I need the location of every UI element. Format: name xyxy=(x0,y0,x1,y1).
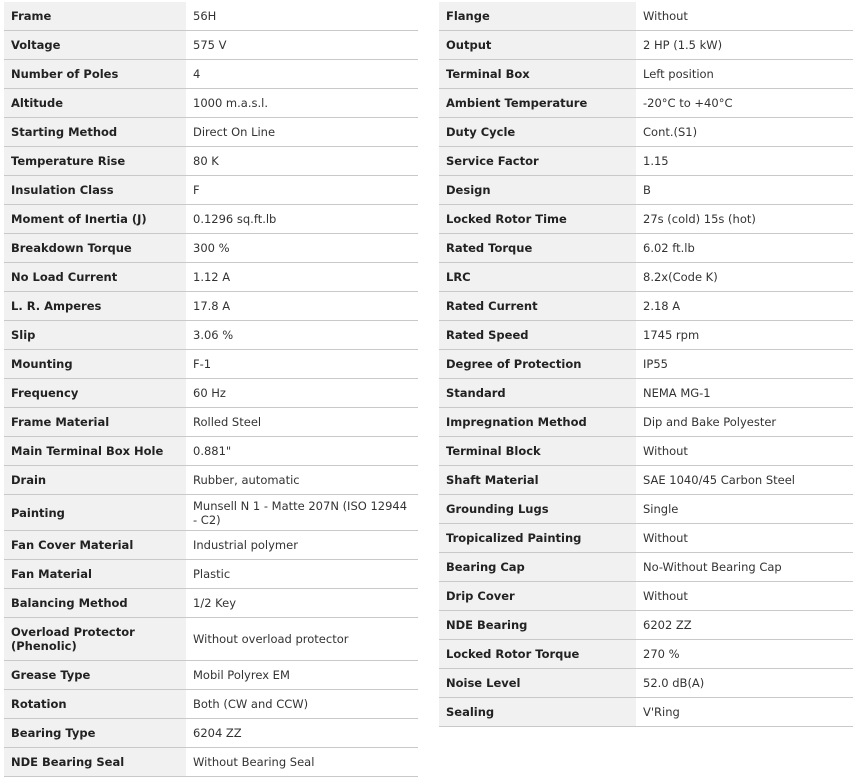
spec-value: 27s (cold) 15s (hot) xyxy=(643,212,756,226)
spec-value: 52.0 dB(A) xyxy=(643,676,705,690)
spec-label: Sealing xyxy=(439,698,636,726)
spec-row-locked-rotor-torque xyxy=(439,640,853,669)
spec-row-fan-material xyxy=(4,560,418,589)
spec-table-left xyxy=(4,2,418,777)
spec-label: Duty Cycle xyxy=(439,118,636,146)
spec-label: Locked Rotor Time xyxy=(439,205,636,233)
spec-row-balancing-method xyxy=(4,589,418,618)
spec-row-frequency xyxy=(4,379,418,408)
spec-label: Mounting xyxy=(4,350,186,378)
spec-row-slip xyxy=(4,321,418,350)
spec-label: L. R. Amperes xyxy=(4,292,186,320)
spec-label: Frame Material xyxy=(4,408,186,436)
spec-label: Rated Torque xyxy=(439,234,636,262)
spec-label: NDE Bearing xyxy=(439,611,636,639)
spec-value: No-Without Bearing Cap xyxy=(643,560,782,574)
spec-value: -20°C to +40°C xyxy=(643,96,733,110)
spec-value: 56H xyxy=(193,9,217,23)
spec-row-voltage xyxy=(4,31,418,60)
spec-value: Without Bearing Seal xyxy=(193,755,315,769)
spec-value: Munsell N 1 - Matte 207N (ISO 12944 - C2) xyxy=(193,498,408,527)
spec-row-terminal-block xyxy=(439,437,853,466)
spec-row-rated-torque xyxy=(439,234,853,263)
spec-row-frame-material xyxy=(4,408,418,437)
spec-value: Rolled Steel xyxy=(193,415,262,429)
spec-label: Shaft Material xyxy=(439,466,636,494)
spec-value: IP55 xyxy=(643,357,668,371)
spec-value: Without xyxy=(643,531,688,545)
spec-label: Altitude xyxy=(4,89,186,117)
spec-label: Noise Level xyxy=(439,669,636,697)
spec-label: Moment of Inertia (J) xyxy=(4,205,186,233)
spec-row-breakdown-torque xyxy=(4,234,418,263)
spec-row-rotation xyxy=(4,690,418,719)
spec-row-locked-rotor-time xyxy=(439,205,853,234)
spec-value: Single xyxy=(643,502,679,516)
spec-label: Frame xyxy=(4,2,186,30)
spec-value: Without xyxy=(643,444,688,458)
spec-label: No Load Current xyxy=(4,263,186,291)
spec-label: Locked Rotor Torque xyxy=(439,640,636,668)
spec-row-nde-bearing xyxy=(439,611,853,640)
spec-label: Tropicalized Painting xyxy=(439,524,636,552)
spec-value: 2 HP (1.5 kW) xyxy=(643,38,723,52)
spec-row-rated-speed xyxy=(439,321,853,350)
spec-value: 1/2 Key xyxy=(193,596,237,610)
spec-row-overload-protector-phenolic xyxy=(4,618,418,661)
spec-label: Terminal Block xyxy=(439,437,636,465)
spec-value: 4 xyxy=(193,67,201,81)
spec-row-design xyxy=(439,176,853,205)
spec-row-drip-cover xyxy=(439,582,853,611)
spec-row-grounding-lugs xyxy=(439,495,853,524)
spec-value: 6.02 ft.lb xyxy=(643,241,695,255)
spec-value: F xyxy=(193,183,200,197)
spec-label: Standard xyxy=(439,379,636,407)
spec-value: 80 K xyxy=(193,154,219,168)
spec-row-number-of-poles xyxy=(4,60,418,89)
spec-row-mounting xyxy=(4,350,418,379)
spec-row-duty-cycle xyxy=(439,118,853,147)
spec-label: Breakdown Torque xyxy=(4,234,186,262)
spec-label: Drip Cover xyxy=(439,582,636,610)
spec-label: Main Terminal Box Hole xyxy=(4,437,186,465)
spec-label: Slip xyxy=(4,321,186,349)
spec-row-shaft-material xyxy=(439,466,853,495)
spec-label: LRC xyxy=(439,263,636,291)
spec-row-moment-of-inertia-j xyxy=(4,205,418,234)
spec-label: Grounding Lugs xyxy=(439,495,636,523)
spec-row-nde-bearing-seal xyxy=(4,748,418,777)
spec-value: B xyxy=(643,183,651,197)
spec-table-right xyxy=(439,2,853,727)
spec-label: Temperature Rise xyxy=(4,147,186,175)
spec-value: Industrial polymer xyxy=(193,538,298,552)
spec-label: Drain xyxy=(4,466,186,494)
spec-row-standard xyxy=(439,379,853,408)
spec-value: Rubber, automatic xyxy=(193,473,300,487)
spec-label: Fan Material xyxy=(4,560,186,588)
spec-value: Both (CW and CCW) xyxy=(193,697,309,711)
spec-value: 1000 m.a.s.l. xyxy=(193,96,268,110)
spec-row-frame xyxy=(4,2,418,31)
spec-row-output xyxy=(439,31,853,60)
spec-value: SAE 1040/45 Carbon Steel xyxy=(643,473,795,487)
spec-label: Output xyxy=(439,31,636,59)
spec-row-terminal-box xyxy=(439,60,853,89)
spec-value: 270 % xyxy=(643,647,680,661)
spec-label: Terminal Box xyxy=(439,60,636,88)
spec-label: Balancing Method xyxy=(4,589,186,617)
spec-value: 2.18 A xyxy=(643,299,681,313)
spec-row-degree-of-protection xyxy=(439,350,853,379)
spec-value: 6204 ZZ xyxy=(193,726,242,740)
spec-row-main-terminal-box-hole xyxy=(4,437,418,466)
spec-row-bearing-type xyxy=(4,719,418,748)
spec-row-rated-current xyxy=(439,292,853,321)
spec-value: 300 % xyxy=(193,241,230,255)
spec-row-lrc xyxy=(439,263,853,292)
spec-label: NDE Bearing Seal xyxy=(4,748,186,776)
spec-row-insulation-class xyxy=(4,176,418,205)
spec-row-sealing xyxy=(439,698,853,727)
spec-label: Number of Poles xyxy=(4,60,186,88)
spec-value: 575 V xyxy=(193,38,227,52)
spec-value: F-1 xyxy=(193,357,212,371)
spec-row-fan-cover-material xyxy=(4,531,418,560)
spec-value: 1.15 xyxy=(643,154,669,168)
spec-value: Direct On Line xyxy=(193,125,276,139)
spec-value: 3.06 % xyxy=(193,328,234,342)
spec-row-no-load-current xyxy=(4,263,418,292)
spec-value: 8.2x(Code K) xyxy=(643,270,718,284)
spec-row-starting-method xyxy=(4,118,418,147)
spec-row-temperature-rise xyxy=(4,147,418,176)
spec-label: Flange xyxy=(439,2,636,30)
spec-label: Insulation Class xyxy=(4,176,186,204)
spec-value: 0.1296 sq.ft.lb xyxy=(193,212,277,226)
spec-row-painting xyxy=(4,495,418,531)
spec-row-altitude xyxy=(4,89,418,118)
spec-row-drain xyxy=(4,466,418,495)
spec-value: 6202 ZZ xyxy=(643,618,692,632)
spec-value: Without xyxy=(643,589,688,603)
spec-value: 0.881" xyxy=(193,444,232,458)
spec-label: Design xyxy=(439,176,636,204)
spec-row-impregnation-method xyxy=(439,408,853,437)
spec-label: Rated Speed xyxy=(439,321,636,349)
spec-label: Grease Type xyxy=(4,661,186,689)
spec-value: 17.8 A xyxy=(193,299,231,313)
spec-value: Left position xyxy=(643,67,714,81)
spec-row-grease-type xyxy=(4,661,418,690)
spec-label: Degree of Protection xyxy=(439,350,636,378)
spec-value: Plastic xyxy=(193,567,231,581)
spec-label: Ambient Temperature xyxy=(439,89,636,117)
spec-row-bearing-cap xyxy=(439,553,853,582)
spec-value: 1.12 A xyxy=(193,270,231,284)
spec-label: Service Factor xyxy=(439,147,636,175)
spec-value: Cont.(S1) xyxy=(643,125,698,139)
spec-row-tropicalized-painting xyxy=(439,524,853,553)
spec-label: Overload Protector (Phenolic) xyxy=(4,618,186,660)
spec-value: 1745 rpm xyxy=(643,328,700,342)
spec-value: 60 Hz xyxy=(193,386,226,400)
spec-label: Rotation xyxy=(4,690,186,718)
spec-row-flange xyxy=(439,2,853,31)
spec-label: Voltage xyxy=(4,31,186,59)
spec-row-ambient-temperature xyxy=(439,89,853,118)
spec-label: Starting Method xyxy=(4,118,186,146)
spec-value: V'Ring xyxy=(643,705,680,719)
spec-row-noise-level xyxy=(439,669,853,698)
spec-label: Bearing Cap xyxy=(439,553,636,581)
spec-row-service-factor xyxy=(439,147,853,176)
spec-label: Impregnation Method xyxy=(439,408,636,436)
spec-label: Rated Current xyxy=(439,292,636,320)
spec-value: Mobil Polyrex EM xyxy=(193,668,290,682)
spec-label: Bearing Type xyxy=(4,719,186,747)
spec-row-l-r-amperes xyxy=(4,292,418,321)
spec-label: Frequency xyxy=(4,379,186,407)
spec-value: Without overload protector xyxy=(193,632,349,646)
spec-value: Dip and Bake Polyester xyxy=(643,415,777,429)
spec-value: Without xyxy=(643,9,688,23)
spec-label: Painting xyxy=(4,495,186,530)
spec-label: Fan Cover Material xyxy=(4,531,186,559)
spec-value: NEMA MG-1 xyxy=(643,386,711,400)
